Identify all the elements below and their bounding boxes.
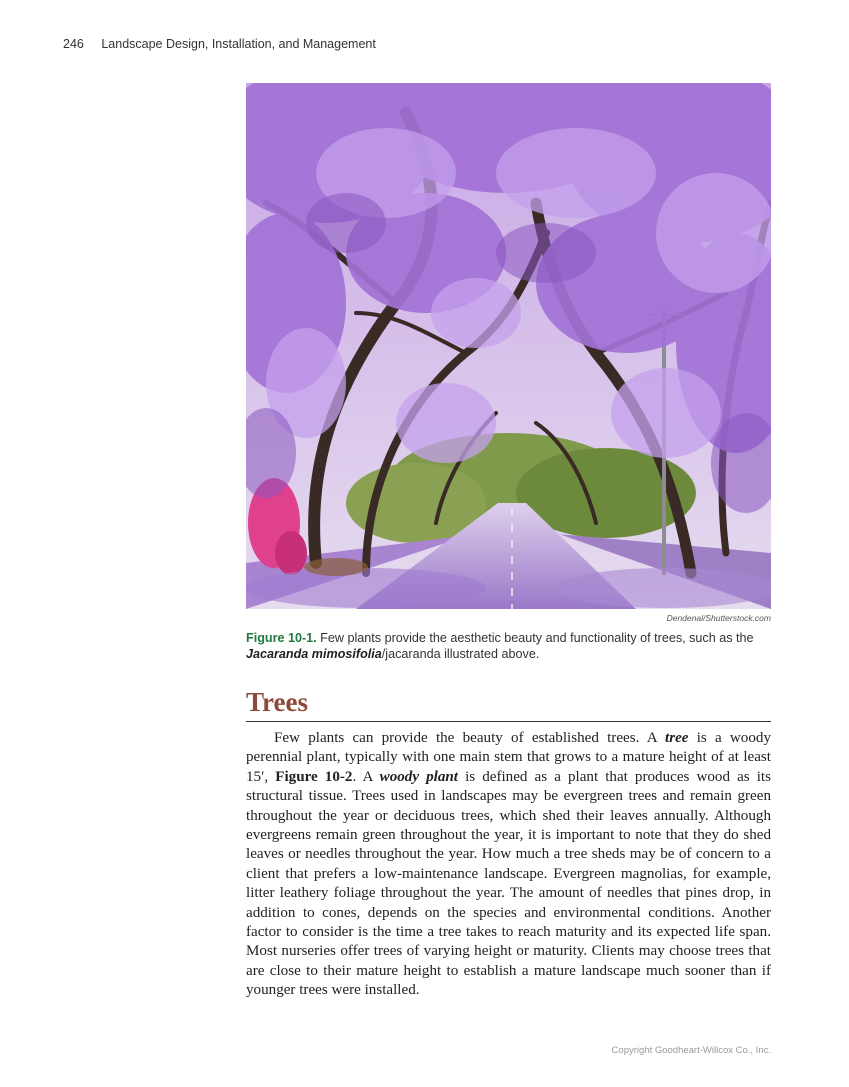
caption-species: Jacaranda mimosifolia xyxy=(246,647,382,661)
copyright-notice: Copyright Goodheart-Willcox Co., Inc. xyxy=(611,1045,771,1056)
body-text-1: Few plants can provide the beauty of established trees. A xyxy=(274,730,666,746)
figure-label: Figure 10-1. xyxy=(246,631,317,645)
figure-caption xyxy=(246,630,771,662)
section-heading: Trees xyxy=(246,686,771,722)
caption-text-1: Few plants provide the aesthetic beauty and functionality of trees, such as the xyxy=(316,631,754,645)
body-text-4: is defined as a plant that produces wood as its structural tissue. Trees used in landscapes may be evergreen trees and remain green throughout the year or deciduous trees, which shed their leaves annually. Although evergreens remain green throughout the year, it is important to note that they do shed leaves or needles throughout the year. How much a tree sheds may be of concern to a client that prefers a low-maintenance landscape. Evergreen magnolias, for example, litter leathery foliage throughout the year. The amount of needles that pines drop, in addition to cones, depends on the species and environmental conditions. Another factor to consider is the time a tree takes to reach maturity and its expected life span. Most nurseries offer trees of varying height or maturity. Clients may choose trees that are close to their mature height to establish a mature landscape much sooner than if younger trees were installed. xyxy=(246,768,771,999)
page-number: 246 xyxy=(63,37,84,51)
photo-credit: Dendenal/Shutterstock.com xyxy=(666,613,771,623)
term-woody-plant: woody plant xyxy=(379,768,458,785)
jacaranda-street-photo xyxy=(246,83,771,609)
book-title: Landscape Design, Installation, and Management xyxy=(101,37,376,51)
body-text-2: is a woody perennial plant, typically with one main stem that grows to a mature height of at least 15′, xyxy=(246,730,771,785)
body-paragraph xyxy=(246,729,771,1001)
term-tree: tree xyxy=(665,730,689,746)
figure-reference: Figure 10-2 xyxy=(275,768,353,785)
caption-text-2: /jacaranda illustrated above. xyxy=(381,647,540,661)
body-text-3: . A xyxy=(352,768,380,785)
running-head xyxy=(63,37,376,51)
